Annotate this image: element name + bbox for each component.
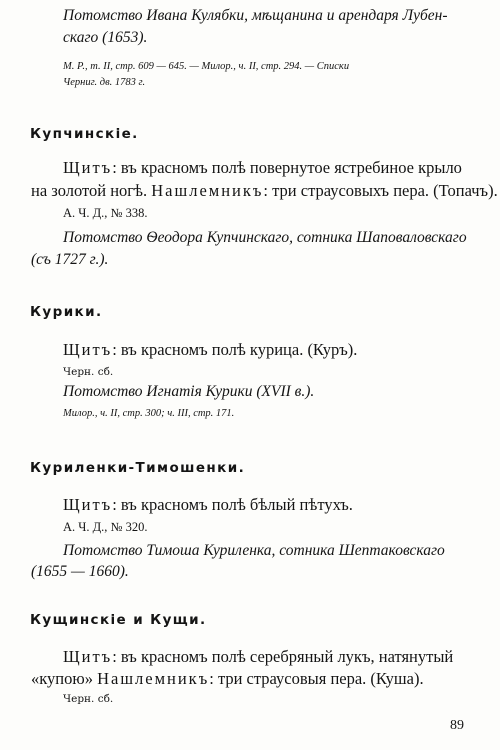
entry-heading-kuriki: Курики. xyxy=(30,304,103,320)
shield-kurilenki-line1 xyxy=(63,494,353,516)
shield-text: : въ красномъ полѣ курица. (Куръ). xyxy=(112,340,358,359)
source-kuriki-line1: Милор., ч. II, стр. 300; ч. III, стр. 171. xyxy=(63,408,235,419)
shield-label: Щитъ xyxy=(63,647,113,666)
shield-kushchinskie-line2 xyxy=(31,668,424,690)
lineage-kurilenki-line1: Потомство Тимоша Куриленка, сотника Шептаковскаго xyxy=(63,542,445,559)
shield-kushchinskie-line1 xyxy=(63,646,453,668)
ref-kurilenki: А. Ч. Д., № 320. xyxy=(63,520,148,534)
lineage-kupchinskie-line1: Потомство Ѳеодора Купчинскаго, сотника Шаповаловскаго xyxy=(63,229,467,246)
entry-heading-kupchinskie: Купчинскіе. xyxy=(30,126,139,142)
lineage-kupchinskie-line2: (съ 1727 г.). xyxy=(31,251,109,268)
entry-heading-kurilenki: Куриленки-Тимошенки. xyxy=(30,460,246,476)
ref-kupchinskie: А. Ч. Д., № 338. xyxy=(63,206,148,220)
entry-heading-kushchinskie: Кущинскіе и Кущи. xyxy=(30,612,207,628)
lineage-kulyabka-line1: Потомство Ивана Кулябки, мѣщанина и арендаря Лубен- xyxy=(63,7,448,24)
helmet-label: Нашлемникъ xyxy=(97,669,210,688)
lineage-kuriki-line1: Потомство Игнатія Курики (XVII в.). xyxy=(63,383,315,400)
shield-label: Щитъ xyxy=(63,495,113,514)
shield-text: «купою» xyxy=(31,669,98,688)
ref-kushchinskie: Черн. сб. xyxy=(63,693,114,705)
lineage-kulyabka-line2: скаго (1653). xyxy=(63,29,148,46)
shield-text: : въ красномъ полѣ серебряный лукъ, натянутый xyxy=(112,647,454,666)
shield-text: : въ красномъ полѣ повернутое ястребиное крыло xyxy=(112,158,462,177)
shield-kuriki-line1 xyxy=(63,339,357,361)
helmet-label: Нашлемникъ xyxy=(151,181,264,200)
lineage-kurilenki-line2: (1655 — 1660). xyxy=(31,563,129,580)
page-number: 89 xyxy=(450,718,464,733)
source-kulyabka-line2: Черниг. дв. 1783 г. xyxy=(63,77,146,88)
shield-text: на золотой ногѣ. xyxy=(31,181,152,200)
shield-kupchinskie-line2 xyxy=(31,180,498,202)
shield-label: Щитъ xyxy=(63,340,113,359)
shield-text: : три страусовыя пера. (Куша). xyxy=(209,669,424,688)
shield-text: : три страусовыхъ пера. (Топачъ). xyxy=(263,181,498,200)
shield-kupchinskie-line1 xyxy=(63,157,462,179)
ref-kuriki: Черн. сб. xyxy=(63,366,114,378)
shield-text: : въ красномъ полѣ бѣлый пѣтухъ. xyxy=(112,495,353,514)
source-kulyabka-line1: М. Р., т. II, стр. 609 — 645. — Милор., ч. II, стр. 294. — Списки xyxy=(63,61,350,72)
shield-label: Щитъ xyxy=(63,158,113,177)
